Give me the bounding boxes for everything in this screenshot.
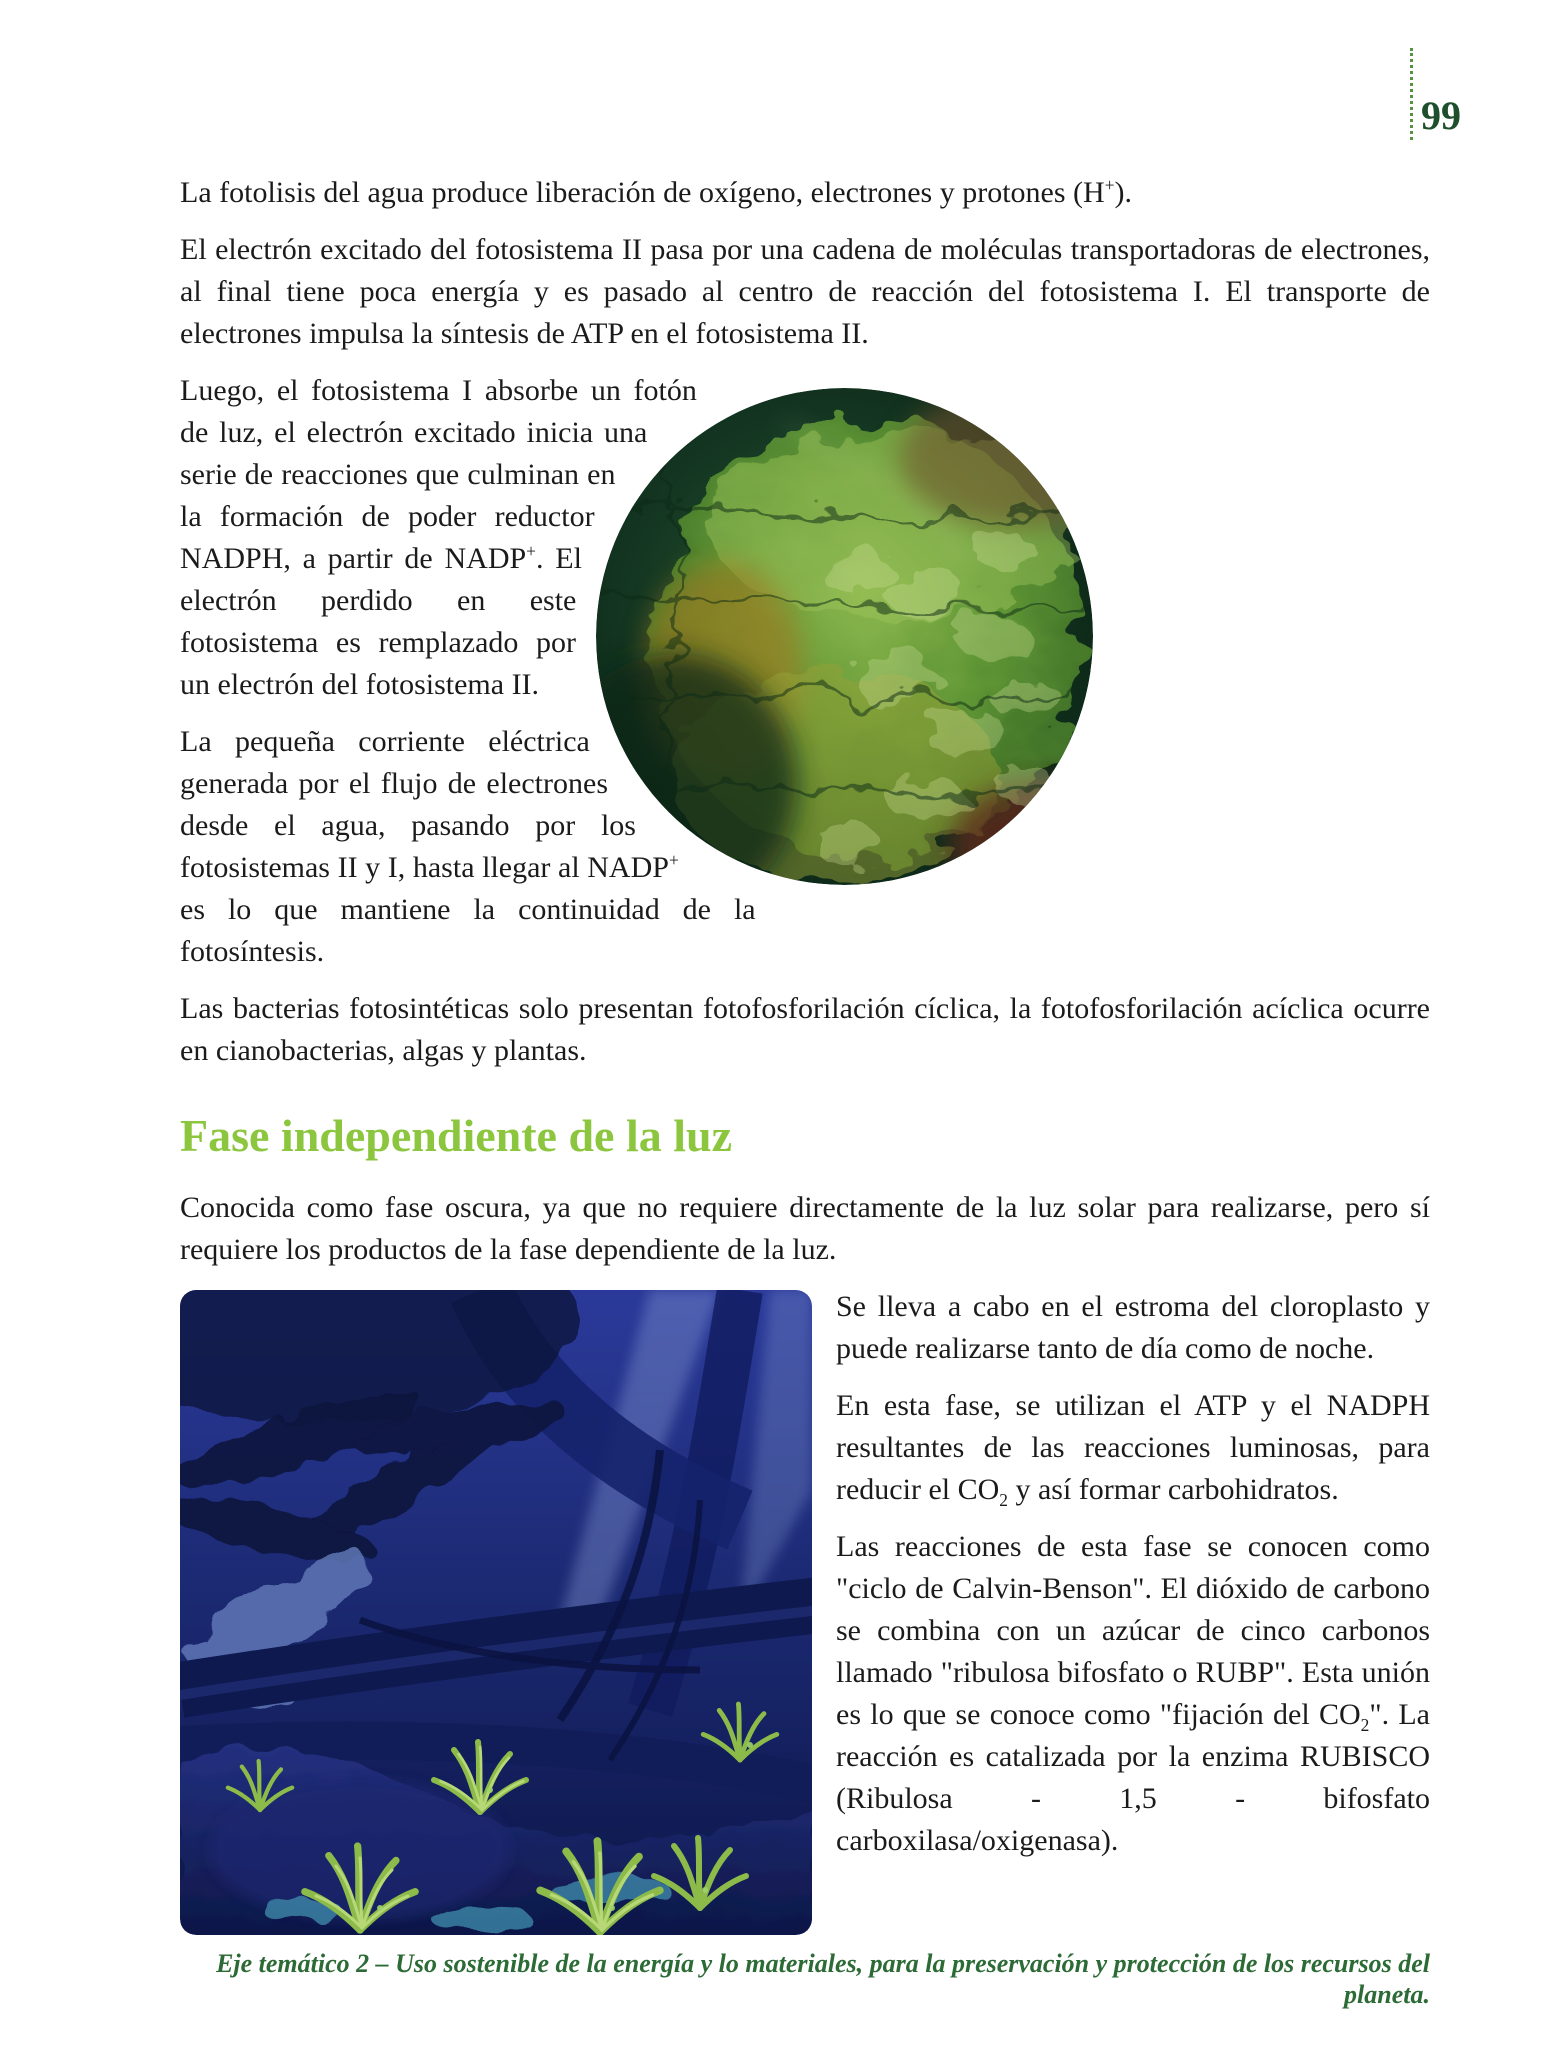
text-segment: Luego, el fotosistema I absorbe un fotón de luz, el electrón excitado inicia una serie de reacciones que culminan en la formación de poder reductor NADPH, a partir de NADP [180, 374, 697, 575]
superscript-plus: + [1104, 175, 1115, 195]
page-content [180, 172, 1430, 1948]
paragraph-calvin-benson [836, 1526, 1430, 1862]
text-segment: ). [1114, 176, 1133, 209]
dark-phase-section [180, 1286, 1430, 1948]
text-segment: En esta fase, se utilizan el ATP y el NADPH resultantes de las reacciones luminosas, para reducir el CO [836, 1388, 1430, 1506]
text-segment: La pequeña corriente eléctrica generada por el flujo de electrones desde el agua, pasando por los fotosistemas II y I, hasta llegar al NADP [180, 725, 669, 884]
text-segment: . El electrón perdido en este fotosistema es remplazado por un electrón del fotosistema II. [180, 542, 582, 701]
text-segment: La fotolisis del agua produce liberación de oxígeno, electrones y protones (H [180, 176, 1105, 209]
subscript-two: 2 [999, 1489, 1008, 1510]
superscript-plus: + [526, 541, 536, 561]
page-number: 99 [1421, 93, 1461, 138]
text-segment: Las reacciones de esta fase se conocen como "ciclo de Calvin-Benson". El dióxido de carbono se combina con un azúcar de cinco carbonos llamado "ribulosa bifosfato o RUBP". Esta unión es lo que se conoce como "fijación del CO [836, 1529, 1430, 1731]
page-footer [180, 1948, 1430, 2010]
chloroplast-micrograph-image [596, 388, 1093, 885]
paragraph-fase-oscura: Conocida como fase oscura, ya que no requiere directamente de la luz solar para realizarse, pero sí requiere los productos de la fase dependiente de la luz. [180, 1190, 1430, 1266]
text-segment: es lo que mantiene la continuidad de la fotosíntesis. [180, 893, 756, 968]
text-segment: y así formar carbohidratos. [1007, 1472, 1339, 1506]
chloroplast-micrograph-graphic [596, 388, 1093, 885]
night-jungle-image [180, 1290, 812, 1935]
superscript-plus: + [668, 850, 679, 870]
section-heading: Fase independiente de la luz [180, 1110, 733, 1161]
paragraph-estroma: Se lleva a cabo en el estroma del cloroplasto y puede realizarse tanto de día como de noche. [836, 1289, 1430, 1365]
subscript-two: 2 [1360, 1714, 1370, 1735]
paragraph-electron-excitado: El electrón excitado del fotosistema II pasa por una cadena de moléculas transportadoras de electrones, al final tiene poca energía y es pasado al centro de reacción del fotosistema I. El transporte de electrones impulsa la síntesis de ATP en el fotosistema II. [180, 233, 1430, 350]
night-jungle-graphic [180, 1290, 812, 1935]
text-segment: ". La reacción es catalizada por la enzima RUBISCO (Ribulosa - 1,5 - bifosfato carboxilasa/oxigenasa). [836, 1697, 1430, 1857]
paragraph-fotolisis [180, 172, 1430, 214]
photosystem-text-wrap-section [180, 370, 1430, 1072]
page-number-dotted-rule [1410, 48, 1413, 140]
paragraph-bacterias: Las bacterias fotosintéticas solo presentan fotofosforilación cíclica, la fotofosforilación acíclica ocurre en cianobacterias, algas y plantas. [180, 992, 1430, 1067]
paragraph-atp-nadph [836, 1385, 1430, 1511]
footer-text: Eje temático 2 – Uso sostenible de la energía y lo materiales, para la preservación y protección de los recursos del planeta. [216, 1949, 1430, 2010]
